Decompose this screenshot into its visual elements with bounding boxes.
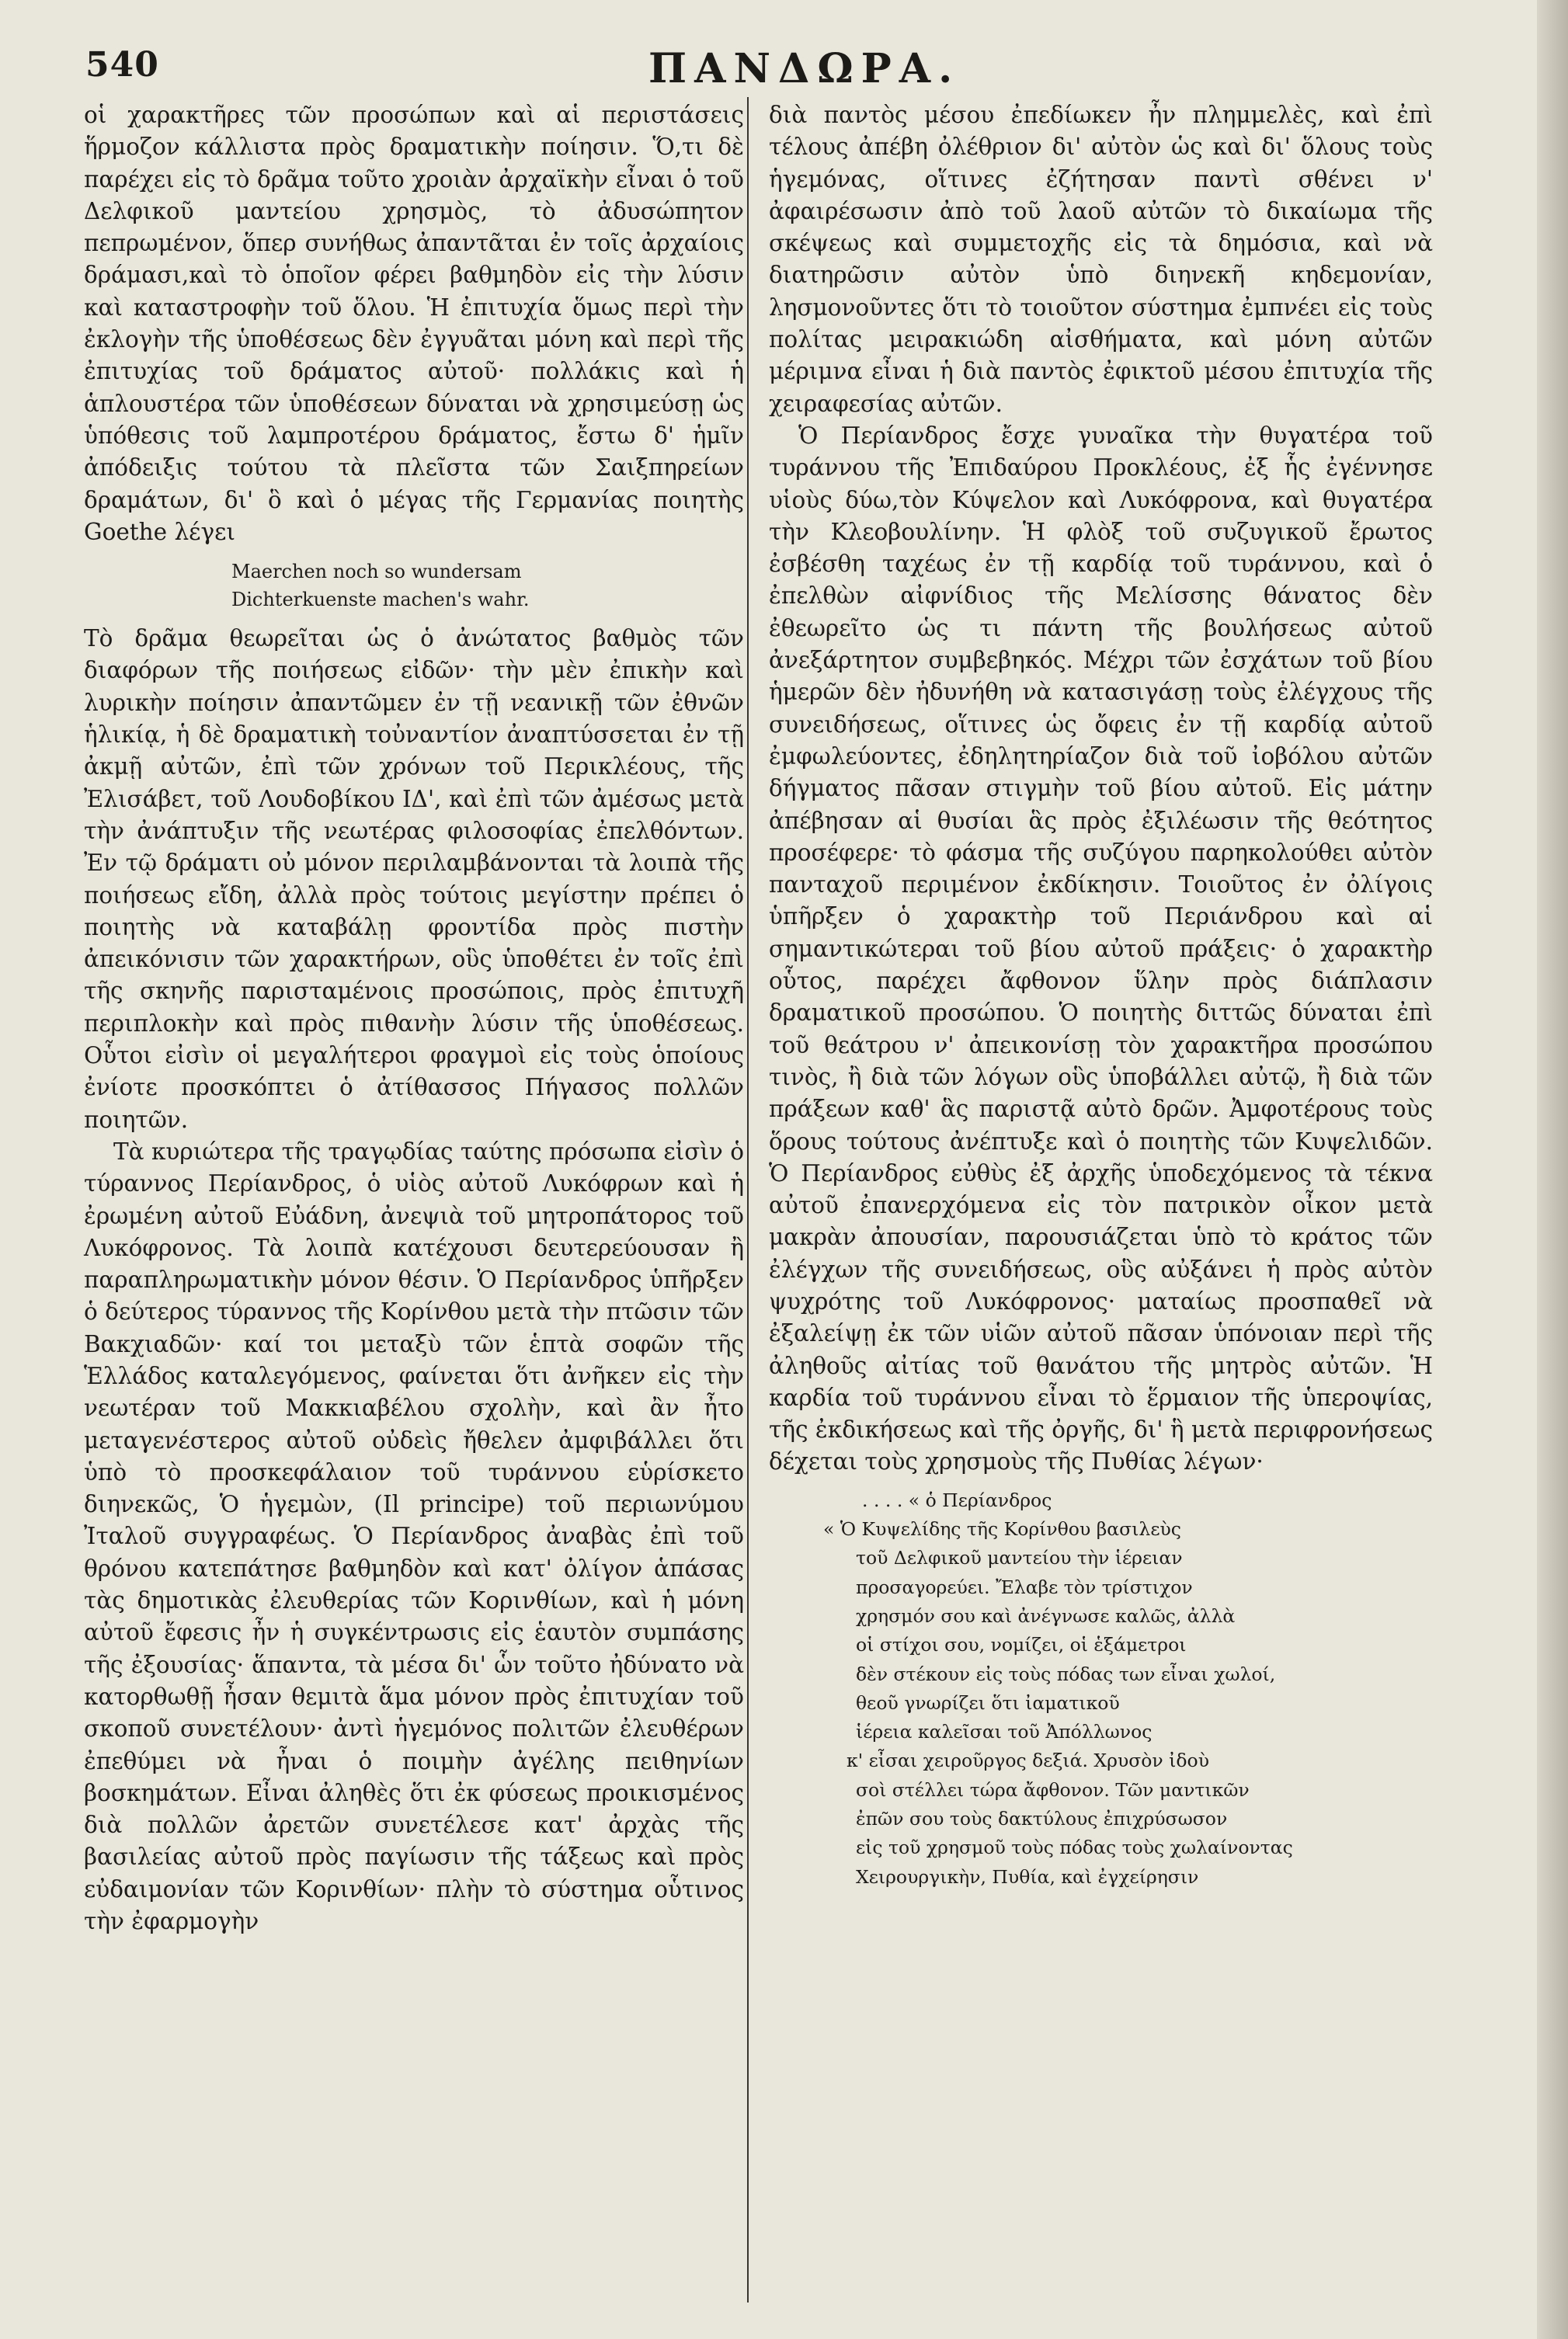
verse-line: « Ὁ Κυψελίδης τῆς Κορίνθου βασιλεὺς — [823, 1518, 1181, 1541]
quote-line: Dichterkuenste machen's wahr. — [231, 589, 530, 611]
quote-line: Maerchen noch so wundersam — [231, 561, 522, 583]
page-header — [0, 45, 1538, 107]
verse-line: ἐπῶν σου τοὺς δακτύλους ἐπιχρύσωσον — [856, 1808, 1228, 1830]
verse-quotation — [823, 1486, 1433, 1892]
verse-line: θεοῦ γνωρίζει ὅτι ἰαματικοῦ — [856, 1691, 1120, 1714]
verse-line: Χειρουργικὴν, Πυθία, καὶ ἐγχείρησιν — [856, 1865, 1199, 1888]
page-number: 540 — [85, 45, 159, 85]
verse-line: κ' εἶσαι χειροῦργος δεξιά. Χρυσὸν ἰδοὺ — [847, 1750, 1209, 1772]
paragraph: Τὸ δρᾶμα θεωρεῖται ὡς ὁ ἀνώτατος βαθμὸς τῶν διαφόρων τῆς ποιήσεως εἰδῶν· τὴν μὲν ἐπικὴν καὶ λυρικὴν ποίησιν ἀπαντῶμεν ἐν τῇ νεανικῇ τῶν ἐθνῶν ἡλικίᾳ, ἡ δὲ δραματικὴ τοὐναντίον ἀναπτύσσεται ἐν τῇ ἀκμῇ αὐτῶν, ἐπὶ τῶν χρόνων τοῦ Περικλέους, τῆς Ἐλισάβετ, τοῦ Λουδοβίκου ΙΔ', καὶ ἐπὶ τῶν ἀμέσως μετὰ τὴν ἀνάπτυξιν τῆς νεωτέρας φιλοσοφίας ἐπελθόντων. Ἐν τῷ δράματι οὐ μόνον περιλαμβάνονται τὰ λοιπὰ τῆς ποιήσεως εἴδη, ἀλλὰ πρὸς τούτοις μεγίστην πρέπει ὁ ποιητὴς νὰ καταβάλῃ φροντίδα πρὸς πιστὴν ἀπεικόνισιν τῶν χαρακτήρων, οὓς ὑποθέτει ἐν τοῖς ἐπὶ τῆς σκηνῆς παρισταμένοις προσώποις, πρὸς ἐπιτυχῆ περιπλοκὴν καὶ πρὸς πιθανὴν λύσιν τῆς ὑποθέσεως. Οὗτοι εἰσὶν οἱ μεγαλήτεροι φραγμοὶ εἰς τοὺς ὁποίους ἐνίοτε προσκόπτει ὁ ἀτίθασσος Πήγασος πολλῶν ποιητῶν. — [84, 625, 744, 1133]
verse-line: χρησμόν σου καὶ ἀνέγνωσε καλῶς, ἀλλὰ — [856, 1604, 1236, 1627]
left-column — [84, 99, 744, 1938]
verse-line: οἱ στίχοι σου, νομίζει, οἱ ἑξάμετροι — [856, 1634, 1187, 1656]
running-title: ΠΑΝΔΩΡΑ. — [648, 45, 961, 92]
goethe-quote — [231, 558, 744, 613]
paragraph: οἱ χαρακτῆρες τῶν προσώπων καὶ αἱ περιστάσεις ἥρμοζον κάλλιστα πρὸς δραματικὴν ποίησιν. Ὅ,τι δὲ παρέχει εἰς τὸ δρᾶμα τοῦτο χροιὰν ἀρχαϊκὴν εἶναι ὁ τοῦ Δελφικοῦ μαντείου χρησμὸς, τὸ ἀδυσώπητον πεπρωμένον, ὅπερ συνήθως ἀπαντᾶται ἐν τοῖς ἀρχαίοις δράμασι,καὶ τὸ ὁποῖον φέρει βαθμηδὸν εἰς τὴν λύσιν καὶ καταστροφὴν τοῦ ὅλου. Ἡ ἐπιτυχία ὅμως περὶ τὴν ἐκλογὴν τῆς ὑποθέσεως δὲν ἐγγυᾶται μόνη καὶ περὶ τῆς ἐπιτυχίας τοῦ δράματος αὐτοῦ· πολλάκις καὶ ἡ ἁπλουστέρα τῶν ὑποθέσεων δύναται νὰ χρησιμεύσῃ ὡς ὑπόθεσις τοῦ λαμπροτέρου δράματος, ἔστω δ' ἡμῖν ἀπόδειξις τούτου τὰ πλεῖστα τῶν Σαιξπηρείων δραμάτων, δι' ὃ καὶ ὁ μέγας τῆς Γερμανίας ποιητὴς Goethe λέγει — [84, 102, 744, 545]
verse-line: εἰς τοῦ χρησμοῦ τοὺς πόδας τοὺς χωλαίνοντας — [856, 1837, 1293, 1859]
verse-line: σοὶ στέλλει τώρα ἄφθονον. Τῶν μαντικῶν — [856, 1778, 1250, 1801]
right-column — [769, 99, 1433, 1892]
verse-line: . . . . « ὁ Περίανδρος — [862, 1489, 1052, 1511]
scan-binding-edge — [1537, 0, 1568, 2339]
paragraph: Ὁ Περίανδρος ἔσχε γυναῖκα τὴν θυγατέρα τοῦ τυράννου τῆς Ἐπιδαύρου Προκλέους, ἐξ ἧς ἐγέννησε υἱοὺς δύω,τὸν Κύψελον καὶ Λυκόφρονα, καὶ θυγατέρα τὴν Κλεοβουλίνην. Ἡ φλὸξ τοῦ συζυγικοῦ ἔρωτος ἐσβέσθη ταχέως ἐν τῇ καρδίᾳ τοῦ τυράννου, καὶ ὁ ἐπελθὼν αἰφνίδιος τῆς Μελίσσης θάνατος δὲν ἐθεωρεῖτο ὡς τι πάντη τῆς βουλήσεως αὐτοῦ ἀνεξάρτητον συμβεβηκός. Μέχρι τῶν ἐσχάτων τοῦ βίου ἡμερῶν δὲν ἠδυνήθη νὰ κατασιγάσῃ τοὺς ἐλέγχους τῆς συνειδήσεως, οἵτινες ὡς ὄφεις ἐν τῇ καρδίᾳ αὐτοῦ ἐμφωλεύοντες, ἐδηλητηρίαζον διὰ τοῦ ἰοβόλου αὐτῶν δήγματος πᾶσαν στιγμὴν τοῦ βίου αὐτοῦ. Εἰς μάτην ἀπέβησαν αἱ θυσίαι ἃς πρὸς ἐξιλέωσιν τῆς θεότητος προσέφερε· τὸ φάσμα τῆς συζύγου παρηκολούθει αὐτὸν πανταχοῦ περιμένον ἐκδίκησιν. Τοιοῦτος ἐν ὀλίγοις ὑπῆρξεν ὁ χαρακτὴρ τοῦ Περιάνδρου καὶ αἱ σημαντικώτεραι τοῦ βίου αὐτοῦ πράξεις· ὁ χαρακτὴρ οὗτος, παρέχει ἄφθονον ὕλην πρὸς διάπλασιν δραματικοῦ προσώπου. Ὁ ποιητὴς διττῶς δύναται ἐπὶ τοῦ θεάτρου ν' ἀπεικονίσῃ τὸν χαρακτῆρα προσώπου τινὸς, ἢ διὰ τῶν λόγων οὓς ὑποβάλλει αὐτῷ, ἢ διὰ τῶν πράξεων καθ' ἃς παριστᾷ αὐτὸ δρῶν. Ἀμφοτέρους τοὺς ὅρους τούτους ἀνέπτυξε καὶ ὁ ποιητὴς τῶν Κυψελιδῶν. Ὁ Περίανδρος εὐθὺς ἐξ ἀρχῆς ὑποδεχόμενος τὰ τέκνα αὐτοῦ ἐπανερχόμενα εἰς τὸν πατρικὸν οἶκον μετὰ μακρὰν ἀπουσίαν, παρουσιάζεται ὑπὸ τὸ κράτος τῶν ἐλέγχων τῆς συνειδήσεως, οὓς αὐξάνει ἡ πρὸς αὐτὸν ψυχρότης τοῦ Λυκόφρονος· ματαίως προσπαθεῖ νὰ ἐξαλείψῃ ἐκ τῶν υἱῶν αὐτοῦ πᾶσαν ὑπόνοιαν περὶ τῆς ἀληθοῦς αἰτίας τοῦ θανάτου τῆς μητρὸς αὐτῶν. Ἡ καρδία τοῦ τυράννου εἶναι τὸ ἕρμαιον τῆς ὑπεροψίας, τῆς ἐκδικήσεως καὶ τῆς ὀργῆς, δι' ἣ μετὰ περιφρονήσεως δέχεται τοὺς χρησμοὺς τῆς Πυθίας λέγων· — [769, 422, 1433, 1475]
paragraph: διὰ παντὸς μέσου ἐπεδίωκεν ἦν πλημμελὲς, καὶ ἐπὶ τέλους ἀπέβη ὀλέθριον δι' αὐτὸν ὡς καὶ δι' ὅλους τοὺς ἡγεμόνας, οἵτινες ἐζήτησαν παντὶ σθένει ν' ἀφαιρέσωσιν ἀπὸ τοῦ λαοῦ αὐτῶν τὸ δικαίωμα τῆς σκέψεως καὶ συμμετοχῆς εἰς τὰ δημόσια, καὶ νὰ διατηρῶσιν αὐτὸν ὑπὸ διηνεκῆ κηδεμονίαν, λησμονοῦντες ὅτι τὸ τοιοῦτον σύστημα ἐμπνέει εἰς τοὺς πολίτας μειρακιώδη αἰσθήματα, καὶ μόνη αὐτῶν μέριμνα εἶναι ἡ διὰ παντὸς ἐφικτοῦ μέσου ἐπιτυχία τῆς χειραφεσίας αὐτῶν. — [769, 102, 1433, 417]
column-divider — [747, 97, 749, 2303]
verse-line: τοῦ Δελφικοῦ μαντείου τὴν ἱέρειαν — [856, 1547, 1183, 1569]
verse-line: ἱέρεια καλεῖσαι τοῦ Ἀπόλλωνος — [856, 1721, 1153, 1743]
paragraph: Τὰ κυριώτερα τῆς τραγῳδίας ταύτης πρόσωπα εἰσὶν ὁ τύραννος Περίανδρος, ὁ υἱὸς αὐτοῦ Λυκόφρων καὶ ἡ ἐρωμένη αὐτοῦ Εὐάδνη, ἀνεψιὰ τοῦ μητροπάτορος τοῦ Λυκόφρονος. Τὰ λοιπὰ κατέχουσι δευτερεύουσαν ἢ παραπληρωματικὴν μόνον θέσιν. Ὁ Περίανδρος ὑπῆρξεν ὁ δεύτερος τύραννος τῆς Κορίνθου μετὰ τὴν πτῶσιν τῶν Βακχιαδῶν· καί τοι μεταξὺ τῶν ἑπτὰ σοφῶν τῆς Ἑλλάδος καταλεγόμενος, φαίνεται ὅτι ἀνῆκεν εἰς τὴν νεωτέραν τοῦ Μακκιαβέλου σχολὴν, καὶ ἂν ἦτο μεταγενέστερος αὐτοῦ οὐδεὶς ἤθελεν ἀμφιβάλλει ὅτι ὑπὸ τὸ προσκεφάλαιον τοῦ τυράννου εὑρίσκετο διηνεκῶς, Ὁ ἡγεμὼν, (Il principe) τοῦ περιωνύμου Ἰταλοῦ συγγραφέως. Ὁ Περίανδρος ἀναβὰς ἐπὶ τοῦ θρόνου κατεπάτησε βαθμηδὸν καὶ κατ' ὀλίγον ἁπάσας τὰς δημοτικὰς ἐλευθερίας τῶν Κορινθίων, καὶ ἡ μόνη αὐτοῦ ἔφεσις ἦν ἡ συγκέντρωσις εἰς ἑαυτὸν συμπάσης τῆς ἐξουσίας· ἅπαντα, τὰ μέσα δι' ὧν τοῦτο ἠδύνατο νὰ κατορθωθῇ ἦσαν θεμιτὰ ἅμα μόνον πρὸς ἐπιτυχίαν τοῦ σκοποῦ συνετέλουν· ἀντὶ ἡγεμόνος πολιτῶν ἐλευθέρων ἐπεθύμει νὰ ἦναι ὁ ποιμὴν ἀγέλης πειθηνίων βοσκημάτων. Εἶναι ἀληθὲς ὅτι ἐκ φύσεως προικισμένος διὰ πολλῶν ἀρετῶν συνετέλεσε κατ' ἀρχὰς τῆς βασιλείας αὐτοῦ πρὸς παγίωσιν τῆς τάξεως καὶ πρὸς εὐδαιμονίαν τῶν Κορινθίων· πλὴν τὸ σύστημα οὗτινος τὴν ἐφαρμογὴν — [84, 1138, 744, 1935]
verse-line: δὲν στέκουν εἰς τοὺς πόδας των εἶναι χωλοί, — [856, 1663, 1276, 1685]
verse-line: προσαγορεύει. Ἔλαβε τὸν τρίστιχον — [856, 1576, 1193, 1598]
